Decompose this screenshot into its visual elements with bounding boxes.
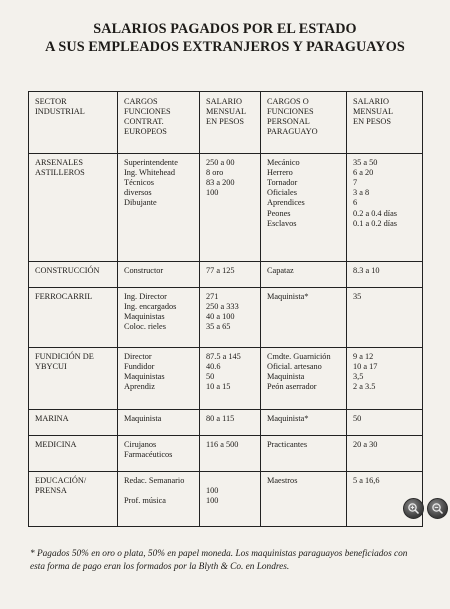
sector-cell	[29, 436, 118, 472]
table-row	[29, 288, 423, 348]
cell-line: Ing. Whitehead	[124, 168, 175, 178]
cargos-europeos-cell	[118, 436, 200, 472]
cell-line: 8 oro	[206, 168, 224, 178]
cell-line: Dibujante	[124, 198, 157, 208]
cell-line: Mecánico	[267, 158, 300, 167]
cell-line: Maquinista*	[267, 292, 309, 301]
sector-cell	[29, 472, 118, 527]
cell-line: Ing. encargados	[124, 302, 177, 312]
cell-line: 77 a 125	[206, 266, 235, 275]
cargos-europeos-cell	[118, 410, 200, 436]
cell-line: Ing. Director	[124, 292, 167, 301]
cell-line: Superintendente	[124, 158, 178, 167]
cell-line: 87.5 a 145	[206, 352, 241, 361]
cell-line: Maquinistas	[124, 372, 165, 382]
cargos-paraguayos-cell	[261, 154, 347, 262]
cell-line: 6 a 20	[353, 168, 374, 178]
cargos-paraguayos-cell	[261, 410, 347, 436]
cell-line: 116 a 500	[206, 440, 239, 449]
cell-line: Esclavos	[267, 218, 297, 228]
cell-line: 9 a 12	[353, 352, 374, 361]
salario-paraguayos-cell	[347, 288, 423, 348]
table-row	[29, 436, 423, 472]
zoom-out-icon[interactable]	[427, 498, 448, 519]
cell-line: Fundidor	[124, 362, 155, 372]
salario-europeos-cell	[200, 288, 261, 348]
cell-line: YBYCUI	[35, 362, 67, 372]
cell-line: FUNDICIÓN DE	[35, 352, 94, 361]
salario-europeos-cell	[200, 348, 261, 410]
cell-line: 50	[206, 372, 215, 382]
cell-line: Técnicos	[124, 178, 154, 188]
sector-cell	[29, 288, 118, 348]
cell-line: Maquinista*	[267, 414, 309, 423]
cargos-europeos-cell	[118, 472, 200, 527]
cell-line: ARSENALES	[35, 158, 83, 167]
cell-line: FERROCARRIL	[35, 292, 93, 301]
salario-europeos-cell	[200, 262, 261, 288]
cell-line: 40.6	[206, 362, 221, 372]
zoom-in-icon[interactable]	[403, 498, 424, 519]
cell-line: MARINA	[35, 414, 69, 423]
cell-line: ASTILLEROS	[35, 168, 85, 178]
cell-line: 5 a 16,6	[353, 476, 380, 485]
cell-line: 50	[353, 414, 362, 423]
cell-line: 0.2 a 0.4 días	[353, 208, 398, 218]
salario-paraguayos-cell	[347, 436, 423, 472]
cell-line: PRENSA	[35, 486, 67, 496]
cell-line: Capataz	[267, 266, 294, 275]
cargos-europeos-cell	[118, 262, 200, 288]
salario-paraguayos-cell	[347, 154, 423, 262]
cell-line: Aprendiz	[124, 382, 155, 392]
cell-line: 35 a 65	[206, 322, 231, 332]
cell-line: 40 a 100	[206, 312, 235, 322]
sector-cell	[29, 348, 118, 410]
cell-line: Maquinista	[267, 372, 305, 382]
table-row	[29, 348, 423, 410]
cargos-europeos-cell	[118, 154, 200, 262]
cell-line: 0.1 a 0.2 días	[353, 218, 398, 228]
cell-line: 3 a 8	[353, 188, 370, 198]
cell-line: Practicantes	[267, 440, 308, 449]
cargos-paraguayos-cell	[261, 436, 347, 472]
cell-line: 100	[206, 188, 219, 198]
cell-line: Redac. Semanario	[124, 476, 185, 485]
cell-line: Oficiales	[267, 188, 297, 198]
cell-line: 80 a 115	[206, 414, 235, 423]
cell-line: 35 a 50	[353, 158, 378, 167]
cell-line: Cmdte. Guarnición	[267, 352, 331, 361]
cell-line: Tornador	[267, 178, 298, 188]
cell-line: 10 a 17	[353, 362, 378, 372]
salario-europeos-cell	[200, 154, 261, 262]
table-row	[29, 410, 423, 436]
cell-line: Coloc. rieles	[124, 322, 166, 332]
salario-europeos-cell	[200, 436, 261, 472]
cell-line: Cirujanos	[124, 440, 157, 449]
header-salario-europeos: SALARIO MENSUAL EN PESOS	[200, 92, 261, 154]
table-row	[29, 262, 423, 288]
cell-line	[206, 476, 256, 486]
cell-line	[124, 486, 195, 496]
sector-cell	[29, 154, 118, 262]
cell-line: Maquinista	[124, 414, 162, 423]
table-row	[29, 154, 423, 262]
header-salario-paraguayos: SALARIO MENSUAL EN PESOS	[347, 92, 423, 154]
cell-line: 250 a 00	[206, 158, 235, 167]
sector-cell	[29, 262, 118, 288]
cell-line: 8.3 a 10	[353, 266, 380, 275]
cargos-europeos-cell	[118, 288, 200, 348]
salario-paraguayos-cell	[347, 410, 423, 436]
table-header-row	[29, 92, 423, 154]
header-cargos-paraguayos: CARGOS O FUNCIONES PERSONAL PARAGUAYO	[261, 92, 347, 154]
cell-line: Farmacéuticos	[124, 450, 173, 460]
sector-cell	[29, 410, 118, 436]
cell-line: Maestros	[267, 476, 298, 485]
cell-line: Prof. música	[124, 496, 166, 506]
header-sector: SECTOR INDUSTRIAL	[29, 92, 118, 154]
cell-line: MEDICINA	[35, 440, 77, 449]
cell-line: 10 a 15	[206, 382, 231, 392]
header-cargos-europeos: CARGOS FUNCIONES CONTRAT. EUROPEOS	[118, 92, 200, 154]
cell-line: Peones	[267, 208, 291, 218]
salario-europeos-cell	[200, 410, 261, 436]
table-row	[29, 472, 423, 527]
cell-line: Herrero	[267, 168, 293, 178]
cell-line: 271	[206, 292, 219, 301]
salario-paraguayos-cell	[347, 348, 423, 410]
cell-line: 100	[206, 486, 219, 496]
cargos-paraguayos-cell	[261, 262, 347, 288]
cell-line: Aprendices	[267, 198, 305, 208]
cell-line: Oficial. artesano	[267, 362, 322, 372]
cell-line: 35	[353, 292, 362, 301]
page-title-line-2: A SUS EMPLEADOS EXTRANJEROS Y PARAGUAYOS	[45, 39, 405, 55]
cell-line: diversos	[124, 188, 152, 198]
salario-europeos-cell	[200, 472, 261, 527]
page-title-line-1: SALARIOS PAGADOS POR EL ESTADO	[93, 21, 357, 37]
cell-line: EDUCACIÓN/	[35, 476, 87, 485]
cell-line: Director	[124, 352, 152, 361]
cargos-paraguayos-cell	[261, 348, 347, 410]
cell-line: Peón aserrador	[267, 382, 317, 392]
cell-line: Constructor	[124, 266, 164, 275]
salario-paraguayos-cell	[347, 262, 423, 288]
cell-line: 250 a 333	[206, 302, 239, 312]
salary-table	[28, 91, 423, 527]
cell-line: 2 a 3.5	[353, 382, 376, 392]
cell-line: 3,5	[353, 372, 364, 382]
cell-line: 100	[206, 496, 219, 506]
cell-line: Maquinistas	[124, 312, 165, 322]
footnote: * Pagados 50% en oro o plata, 50% en papel moneda. Los maquinistas paraguayos beneficiados con esta forma de pago eran los formados por la Blyth & Co. en Londres.	[30, 549, 408, 573]
cell-line: 20 a 30	[353, 440, 378, 449]
cargos-paraguayos-cell	[261, 288, 347, 348]
cell-line: 7	[353, 178, 358, 188]
viewer-controls	[400, 498, 450, 520]
cargos-paraguayos-cell	[261, 472, 347, 527]
cell-line: CONSTRUCCIÓN	[35, 266, 100, 275]
cell-line: 83 a 200	[206, 178, 235, 188]
cargos-europeos-cell	[118, 348, 200, 410]
cell-line: 6	[353, 198, 358, 208]
